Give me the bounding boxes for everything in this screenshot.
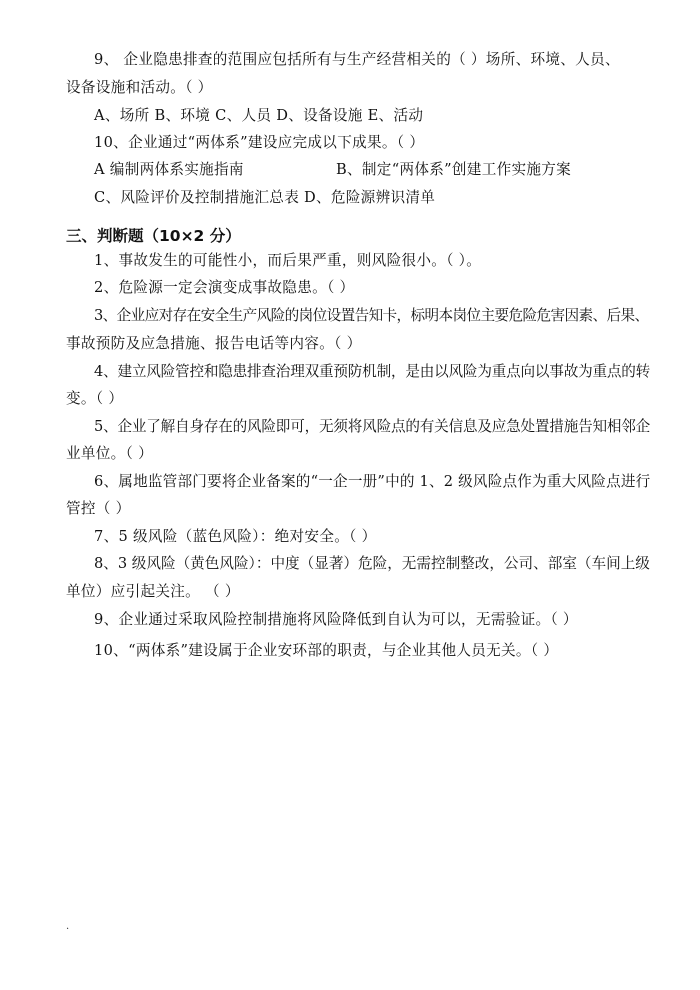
tf-q4-line2: 变。（ ） [66,390,124,407]
tf-q3-line1: 3、企业应对存在安全生产风险的岗位设置告知卡，标明本岗位主要危险危害因素、后果、 [94,307,649,324]
tf-q2: 2、危险源一定会演变成事故隐患。（ ） [94,279,355,296]
tf-q4-line1: 4、建立风险管控和隐患排查治理双重预防机制，是由以风险为重点向以事故为重点的转 [94,363,651,380]
mc-q10-option-b: B、制定“两体系”创建工作实施方案 [336,161,572,178]
tf-q1: 1、事故发生的可能性小，而后果严重，则风险很小。（ ）。 [94,252,482,269]
mc-q9-line2: 设备设施和活动。（ ） [66,79,213,96]
mc-q10-option-d: D、危险源辨识清单 [304,189,436,206]
mc-q10-option-c: C、风险评价及控制措施汇总表 [94,189,300,206]
tf-q3-line2: 事故预防及应急措施、报告电话等内容。（ ） [66,335,362,352]
mc-q10-stem: 10、企业通过“两体系”建设应完成以下成果。（ ） [94,134,425,151]
tf-q8-line2: 单位）应引起关注。 （ ） [66,583,240,600]
mc-q10-option-a: A 编制两体系实施指南 [94,161,244,178]
tf-q6-line2: 管控（ ） [66,500,131,517]
tf-q6-line1: 6、属地监管部门要将企业备案的“一企一册”中的 1、2 级风险点作为重大风险点进行 [94,473,651,490]
tf-q5-line2: 业单位。（ ） [66,445,154,462]
mc-q9-line1: 9、 企业隐患排查的范围应包括所有与生产经营相关的（ ）场所、环境、人员、 [94,51,620,68]
tf-q10: 10、“两体系”建设属于企业安环部的职责，与企业其他人员无关。（ ） [94,642,559,659]
section3-heading: 三、判断题（10×2 分） [66,227,241,245]
tf-q5-line1: 5、企业了解自身存在的风险即可，无须将风险点的有关信息及应急处置措施告知相邻企 [94,418,651,435]
tf-q9: 9、企业通过采取风险控制措施将风险降低到自认为可以，无需验证。（ ） [94,611,578,628]
tf-q8-line1: 8、3 级风险（黄色风险）：中度（显著）危险，无需控制整改，公司、部室（车间上级 [94,555,650,572]
mc-q9-options: A、场所 B、环境 C、人员 D、设备设施 E、活动 [94,107,424,124]
footer-mark: . [66,921,70,932]
tf-q7: 7、5 级风险（蓝色风险）：绝对安全。（ ） [94,528,377,545]
